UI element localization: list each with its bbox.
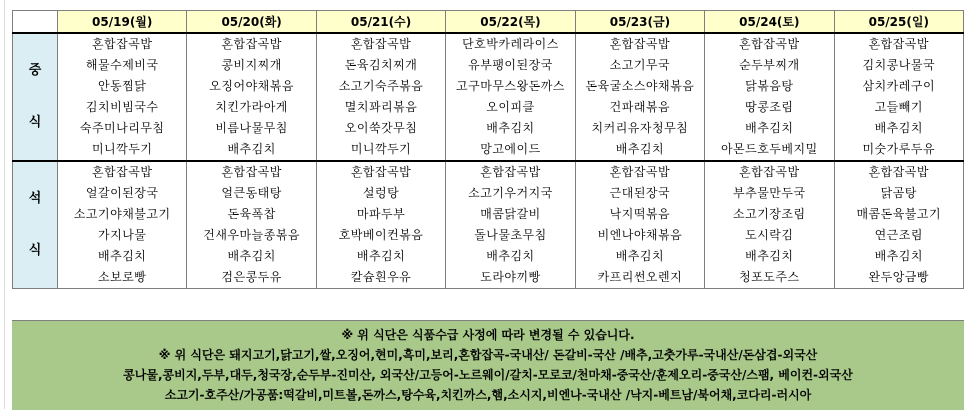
dinner-row (13, 161, 964, 289)
spacer-cell (446, 289, 575, 306)
dish-item: 김치비빔국수 (85, 100, 159, 114)
dish-item: 배추김치 (874, 249, 923, 263)
spacer-cell (13, 289, 58, 306)
dish-item: 미숫가루두유 (862, 142, 936, 156)
day-menu-cell (575, 161, 704, 289)
dish-item: 비름나물무침 (215, 121, 288, 135)
dish-item: 얼큰동태탕 (221, 186, 282, 200)
dish-item: 혼합잡곡밥 (221, 37, 282, 51)
dish-item: 낙지떡볶음 (609, 207, 671, 221)
dish-item: 소고기무국 (609, 58, 671, 72)
dish-item: 부추물만두국 (733, 186, 806, 200)
dish-item: 소고기야채불고기 (73, 207, 171, 221)
dish-item: 매콤닭갈비 (480, 207, 541, 221)
dish-item: 혼합잡곡밥 (868, 37, 929, 51)
dish-item: 돈육김치찌개 (344, 58, 418, 72)
day-menu-cell (834, 161, 963, 289)
day-menu-cell (187, 161, 316, 289)
dish-item: 콩비지찌개 (221, 58, 282, 72)
dish-item: 얼갈이된장국 (85, 186, 159, 200)
day-menu-cell (834, 33, 963, 161)
dish-item: 근대된장국 (609, 186, 671, 200)
spacer-cell (187, 289, 316, 306)
dish-item: 치커리유자청무침 (591, 121, 689, 135)
dish-item: 해물수제비국 (85, 58, 159, 72)
day-menu-cell (446, 33, 575, 161)
dish-item: 건새우마늘종볶음 (203, 228, 300, 242)
day-menu-cell (58, 161, 187, 289)
dish-item: 돌나물초무침 (474, 228, 547, 242)
dish-item: 혼합잡곡밥 (609, 165, 671, 179)
dish-item: 청포도주스 (739, 270, 800, 284)
dish-item: 칼슘흰우유 (350, 270, 412, 284)
dish-item: 소고기숙주볶음 (338, 79, 424, 93)
dish-item: 혼합잡곡밥 (868, 165, 929, 179)
notice-line: ※ 위 식단은 돼지고기,닭고기,쌀,오징어,현미,흑미,보리,혼합잡곡-국내산/ 돈갈비-국산 /배추,고춧가루-국내산/돈삼겹-외국산 (158, 348, 818, 362)
dish-item: 검은콩두유 (221, 270, 282, 284)
dish-item: 안동찜닭 (98, 79, 147, 93)
day-menu-cell (705, 161, 834, 289)
dish-item: 오이피클 (486, 100, 535, 114)
dish-item: 미니깍두기 (91, 142, 153, 156)
dish-item: 삼치카레구이 (862, 79, 936, 93)
dish-item: 유부팽이된장국 (468, 58, 553, 72)
dish-item: 고들빼기 (874, 100, 923, 114)
date-header: 05/25(일) (834, 11, 963, 34)
dish-item: 배추김치 (745, 249, 794, 263)
date-header: 05/21(수) (316, 11, 445, 34)
dish-item: 배추김치 (486, 249, 535, 263)
dish-item: 혼합잡곡밥 (350, 165, 412, 179)
dish-item: 설렁탕 (362, 186, 400, 200)
lunch-row (13, 33, 964, 161)
notice-line: 콩나물,콩비지,두부,대두,청국장,순두부-진미산, 외국산/고등어-노르웨이/갈치-모로코/천마채-중국산/훈제오리-중국산/스팸, 베이컨-외국산 (123, 368, 853, 382)
dish-item: 소고기장조림 (733, 207, 806, 221)
dish-item: 도라야끼빵 (480, 270, 541, 284)
dish-item: 단호박카레라이스 (462, 37, 559, 51)
dish-item: 도시락김 (745, 228, 794, 242)
dish-item: 카프리썬오렌지 (597, 270, 683, 284)
dish-item: 닭볶음탕 (745, 79, 794, 93)
dish-item: 오징어야채볶음 (209, 79, 294, 93)
dish-item: 배추김치 (745, 121, 794, 135)
dish-item: 혼합잡곡밥 (739, 37, 800, 51)
date-header: 05/20(화) (187, 11, 316, 34)
notice-box (12, 320, 964, 410)
day-menu-cell (446, 161, 575, 289)
dish-item: 배추김치 (227, 249, 276, 263)
dish-item: 오이쑥갓무침 (344, 121, 418, 135)
dish-item: 숙주미나리무침 (79, 121, 165, 135)
day-menu-cell (316, 161, 445, 289)
dish-item: 혼합잡곡밥 (480, 165, 541, 179)
spacer-cell (705, 289, 834, 306)
dish-item: 닭곰탕 (880, 186, 917, 200)
dish-item: 배추김치 (356, 249, 406, 263)
meal-label (13, 161, 58, 289)
spacer-cell (58, 289, 187, 306)
dish-item: 매콤돈육불고기 (856, 207, 942, 221)
spacer-row (13, 289, 964, 306)
dish-item: 망고에이드 (480, 142, 541, 156)
notice-line: 소고기-호주산/가공품:떡갈비,미트볼,돈까스,탕수육,치킨까스,햄,소시지,비엔나-국내산 /낙지-베트남/북어채,코다리-러시아 (164, 388, 812, 402)
date-header: 05/23(금) (575, 11, 704, 34)
dish-item: 배추김치 (615, 249, 665, 263)
date-header: 05/22(목) (446, 11, 575, 34)
dish-item: 김치콩나물국 (862, 58, 936, 72)
spacer-cell (575, 289, 704, 306)
dish-item: 순두부찌개 (739, 58, 800, 72)
date-header: 05/24(토) (705, 11, 834, 34)
notice-line: ※ 위 식단은 식품수급 사정에 따라 변경될 수 있습니다. (341, 328, 635, 342)
dish-item: 배추김치 (615, 142, 665, 156)
spacer-cell (316, 289, 445, 306)
sheet-gridline (4, 0, 5, 409)
weekly-menu-table (12, 10, 964, 305)
meal-label-char: 중 (28, 63, 42, 78)
meal-label (13, 33, 58, 161)
dish-item: 돈육폭찹 (227, 207, 276, 221)
dish-item: 가지나물 (98, 228, 147, 242)
dish-item: 돈육굴소스야채볶음 (585, 79, 695, 93)
dish-item: 혼합잡곡밥 (221, 165, 282, 179)
date-header-row (13, 11, 964, 34)
dish-item: 비엔나야채볶음 (597, 228, 683, 242)
dish-item: 혼합잡곡밥 (739, 165, 800, 179)
dish-item: 마파두부 (356, 207, 406, 221)
dish-item: 건파래볶음 (609, 100, 671, 114)
spacer-cell (834, 289, 963, 306)
dish-item: 배추김치 (98, 249, 147, 263)
dish-item: 멸치꽈리볶음 (344, 100, 418, 114)
dish-item: 혼합잡곡밥 (350, 37, 412, 51)
dish-item: 소보로빵 (98, 270, 147, 284)
dish-item: 배추김치 (227, 142, 276, 156)
meal-label-char: 식 (28, 243, 42, 258)
dish-item: 혼합잡곡밥 (91, 165, 153, 179)
meal-label-char: 석 (28, 191, 42, 206)
dish-item: 땅콩조림 (745, 100, 794, 114)
date-header: 05/19(월) (58, 11, 187, 34)
dish-item: 완두앙금빵 (868, 270, 929, 284)
header-corner (13, 11, 58, 34)
dish-item: 혼합잡곡밥 (609, 37, 671, 51)
meal-label-char: 식 (28, 115, 42, 130)
day-menu-cell (575, 33, 704, 161)
dish-item: 고구마무스왕돈까스 (456, 79, 565, 93)
dish-item: 호박베이컨볶음 (338, 228, 424, 242)
day-menu-cell (58, 33, 187, 161)
dish-item: 배추김치 (874, 121, 923, 135)
day-menu-cell (187, 33, 316, 161)
dish-item: 연근조림 (874, 228, 923, 242)
day-menu-cell (316, 33, 445, 161)
dish-item: 아몬드호두베지밀 (720, 142, 818, 156)
day-menu-cell (705, 33, 834, 161)
dish-item: 혼합잡곡밥 (91, 37, 153, 51)
dish-item: 미니깍두기 (350, 142, 412, 156)
dish-item: 치킨가라아게 (215, 100, 288, 114)
dish-item: 소고기우거지국 (468, 186, 553, 200)
dish-item: 배추김치 (486, 121, 535, 135)
